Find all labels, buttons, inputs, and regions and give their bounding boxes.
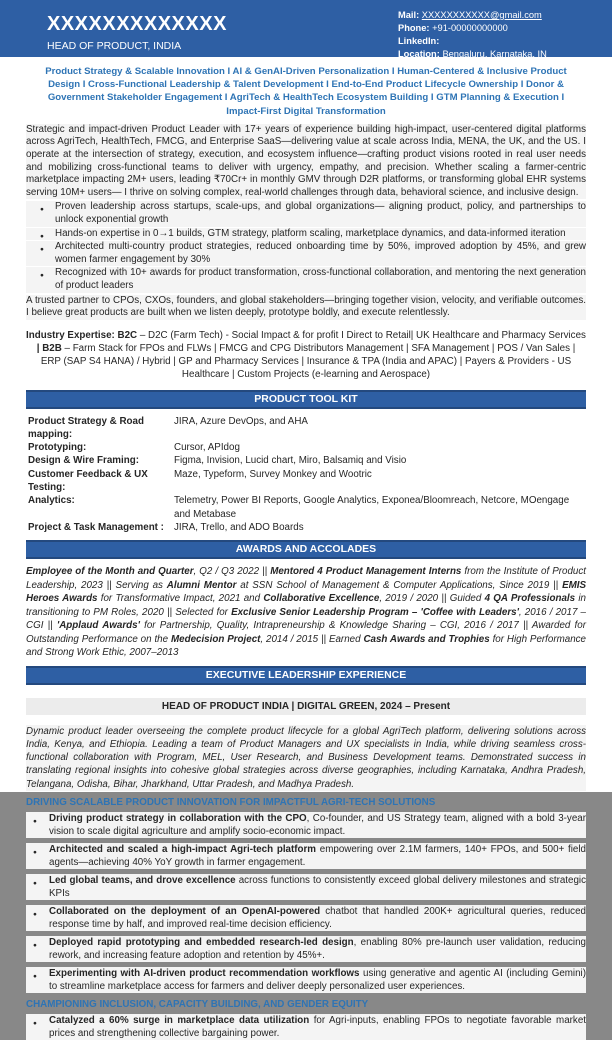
toolkit-row bbox=[28, 415, 586, 442]
summary-closing: A trusted partner to CPOs, CXOs, founders, and global stakeholders—bringing together vision, velocity, and verifiable outcomes. I believe great products are built when we listen deeply, prototype boldly, and execute relentlessly. bbox=[26, 294, 586, 319]
toolkit-table bbox=[28, 415, 586, 535]
header-left bbox=[47, 7, 227, 57]
experience-subheading: DRIVING SCALABLE PRODUCT INNOVATION FOR IMPACTFUL AGRI-TECH SOLUTIONS bbox=[26, 796, 436, 808]
location-label: Location: bbox=[398, 49, 440, 59]
toolkit-label: Design & Wire Framing: bbox=[28, 455, 139, 467]
toolkit-value: JIRA, Trello, and ADO Boards bbox=[174, 521, 304, 533]
toolkit-label: Project & Task Management : bbox=[28, 521, 164, 533]
phone-value: +91-00000000000 bbox=[432, 23, 508, 33]
section-bar-experience: EXECUTIVE LEADERSHIP EXPERIENCE bbox=[26, 666, 586, 685]
toolkit-label: Product Strategy & Road mapping: bbox=[28, 415, 144, 440]
linkedin-label: LinkedIn: bbox=[398, 36, 440, 46]
toolkit-value: Cursor, APIdog bbox=[174, 442, 240, 454]
header-band bbox=[0, 0, 612, 57]
mail-link[interactable]: XXXXXXXXXXX@gmail.com bbox=[421, 10, 542, 20]
experience-bullet bbox=[26, 843, 586, 869]
toolkit-value: JIRA, Azure DevOps, and AHA bbox=[174, 415, 308, 427]
bullet-rest: chatbot that handled 200K+ agricultural queries, reduced response time by half, and improved real-time decision efficiency. bbox=[49, 905, 586, 930]
experience-bullet bbox=[26, 874, 586, 900]
experience-bullet bbox=[26, 1014, 586, 1040]
location-value: Bengaluru, Karnataka, IN bbox=[442, 49, 547, 59]
summary-bullet: ● Recognized with 10+ awards for product transformation, cross-functional collaboration, and mentoring the next generation of product leaders bbox=[26, 267, 586, 292]
experience-bullet bbox=[26, 905, 586, 931]
summary-bullet-list bbox=[26, 201, 586, 292]
bullet-lead: Deployed rapid prototyping and embedded research-led design bbox=[49, 936, 354, 948]
toolkit-row bbox=[28, 441, 586, 454]
bullet-lead: Architected and scaled a high-impact Agri-tech platform bbox=[49, 843, 317, 855]
toolkit-row bbox=[28, 454, 586, 467]
toolkit-row bbox=[28, 521, 586, 534]
bullet-lead: Driving product strategy in collaboration with the CPO bbox=[49, 812, 307, 824]
bullet-rest: empowering over 2.1M farmers, 140+ FPOs, and 500+ field agents—achieving 40% YoY growth in farmer engagement. bbox=[49, 843, 586, 868]
summary-bullet: ● Proven leadership across startups, scale-ups, and global organizations— aligning product, policy, and partnerships to unlock exponential growth bbox=[26, 201, 586, 226]
summary-bullet: ● Architected multi-country product strategies, reduced onboarding time by 50%, improved adoption by 45%, and grew women farmer engagement by 30% bbox=[26, 241, 586, 266]
bullet-lead: Catalyzed a 60% surge in marketplace data utilization bbox=[49, 1014, 310, 1026]
bullet-lead: Experimenting with AI-driven product recommendation workflows bbox=[49, 967, 360, 979]
resume-body bbox=[0, 65, 612, 1040]
toolkit-label: Analytics: bbox=[28, 495, 75, 507]
bullet-rest: across functions to consistently exceed global delivery milestones and strategic KPIs bbox=[49, 874, 586, 899]
contact-location-row bbox=[398, 48, 588, 61]
skills-headline: Product Strategy & Scalable Innovation I AI & GenAI-Driven Personalization I Human-Centered & Inclusive Product Design I Cross-Functional Leadership & Talent Development I End-to-End Product Lifecycle Ownership I Donor & Government Stakeholder Engagement I AgriTech & HealthTech Ecosystem Building I GTM Planning & Execution I Impact-First Digital Transformation bbox=[45, 66, 567, 117]
phone-label: Phone: bbox=[398, 23, 430, 33]
mail-label: Mail: bbox=[398, 10, 420, 20]
section-bar-awards: AWARDS AND ACCOLADES bbox=[26, 540, 586, 559]
industry-expertise: Industry Expertise: B2C – D2C (Farm Tech) - Social Impact & for profit I Direct to Retail| UK Healthcare and Pharmacy Services | B2B – Farm Stack for FPOs and FLWs | FMCG and CPG Distributors Management | SFA Management | POS / Van Sales | ERP (SAP S4 HANA) / Hybrid | GP and Pharmacy Services | Insurance & TPA (India and APAC) | Payers & Providers - US Healthcare | Custom Projects (e-learning and Aerospace) bbox=[26, 329, 586, 381]
toolkit-label: Prototyping: bbox=[28, 442, 87, 454]
bullet-lead: Collaborated on the deployment of an OpenAI-powered bbox=[49, 905, 321, 917]
summary-paragraph: Strategic and impact-driven Product Leader with 17+ years of experience building high-impact, user-centered digital platforms across AgriTech, HealthTech, FMCG, and Enterprise SaaS—delivering value at scale across India, MENA, the UK, and the US. I operate at the intersection of strategy, execution, and ecosystem influence—crafting product visions rooted in real user needs and mobilizing cross-functional teams to deliver with urgency, empathy, and precision. Whether scaling a farmer-centric marketplace impacting 2M+ users, leading ₹70Cr+ in monthly GMV through D2R platforms, or transforming global EHR systems serving 10M+ users— I thrive on solving complex, real-world challenges through data, behavioral science, and inclusive design. bbox=[26, 123, 586, 198]
toolkit-row bbox=[28, 494, 586, 521]
experience-intro: Dynamic product leader overseeing the complete product lifecycle for a global AgriTech platform, delivering solutions across India, Kenya, and Ethiopia. Leading a team of Product Managers and UX specialists in India, while driving seamless cross-functional collaboration with Program, MEL, User Research, and Business Development teams. Demonstrated success in translating regional insights into cohesive global strategies across diverse geographies, including Karnataka, Andhra Pradesh, Telangana, Odisha, Bihar, Jharkhand, Uttar Pradesh, and Madhya Pradesh. bbox=[26, 725, 586, 790]
contact-mail-row bbox=[398, 9, 588, 22]
experience-bullet bbox=[26, 936, 586, 962]
toolkit-value: Maze, Typeform, Survey Monkey and Wootric bbox=[174, 468, 372, 480]
summary-bullet: ● Hands-on expertise in 0→1 builds, GTM strategy, platform scaling, marketplace dynamics, and data-informed iteration bbox=[26, 228, 586, 241]
contact-phone-row bbox=[398, 22, 588, 35]
contact-linkedin-row bbox=[398, 35, 588, 48]
candidate-title: HEAD OF PRODUCT, INDIA bbox=[47, 40, 182, 52]
contact-block bbox=[398, 7, 588, 57]
toolkit-value: Figma, Invision, Lucid chart, Miro, Balsamiq and Visio bbox=[174, 455, 407, 467]
toolkit-value: Telemetry, Power BI Reports, Google Analytics, Exponea/Bloomreach, Netcore, MOengage and Metabase bbox=[174, 495, 570, 520]
bullet-rest: for Agri-inputs, enabling FPOs to negotiate favorable market prices and strengthening collective bargaining power. bbox=[49, 1014, 586, 1039]
toolkit-row bbox=[28, 468, 586, 495]
bullet-rest: , enabling 80% pre-launch user validation, reducing rework, and increasing feature adoption and retention by 45%+. bbox=[49, 936, 586, 961]
candidate-name: XXXXXXXXXXXXX bbox=[47, 13, 227, 35]
bullet-lead: Led global teams, and drove excellence bbox=[49, 874, 236, 886]
toolkit-label: Customer Feedback & UX Testing: bbox=[28, 468, 148, 494]
experience-bullet bbox=[26, 812, 586, 838]
experience-subheading: CHAMPIONING INCLUSION, CAPACITY BUILDING, AND GENDER EQUITY bbox=[26, 998, 369, 1010]
experience-bullet bbox=[26, 967, 586, 993]
bullet-rest: , Co-founder, and US Strategy team, aligned with a bold 3-year vision to scale digital agriculture and amplify socio-economic impact. bbox=[49, 812, 586, 837]
experience-bullet-list bbox=[26, 812, 586, 993]
section-bar-toolkit: PRODUCT TOOL KIT bbox=[26, 390, 586, 409]
awards-paragraph: Employee of the Month and Quarter, Q2 / Q3 2022 || Mentored 4 Product Management Interns from the Institute of Product Leadership, 2023 || Serving as Alumni Mentor at SSN School of Management & Computer Applications, Since 2019 || EMIS Heroes Awards for Transformative Impact, 2021 and Collaborative Excellence, 2019 / 2020 || Guided 4 QA Professionals in transitioning to PM Roles, 2020 || Selected for Exclusive Senior Leadership Program – 'Coffee with Leaders', 2016 / 2017 – CGI || 'Applaud Awards' for Partnership, Quality, Intrapreneurship & Knowledge Sharing – CGI, 2016 / 2017 || Awarded for Outstanding Performance on the Medecision Project, 2014 / 2015 || Earned Cash Awards and Trophies for High Performance and Strong Work Ethic, 2007–2013 bbox=[26, 566, 587, 659]
experience-bullet-list bbox=[26, 1014, 586, 1040]
bullet-rest: using generative and agentic AI (including Gemini) to streamline marketplace access for farmers and deliver deeply personalized user experiences. bbox=[49, 967, 587, 992]
job-title-line: HEAD OF PRODUCT INDIA | DIGITAL GREEN, 2024 – Present bbox=[26, 698, 586, 715]
